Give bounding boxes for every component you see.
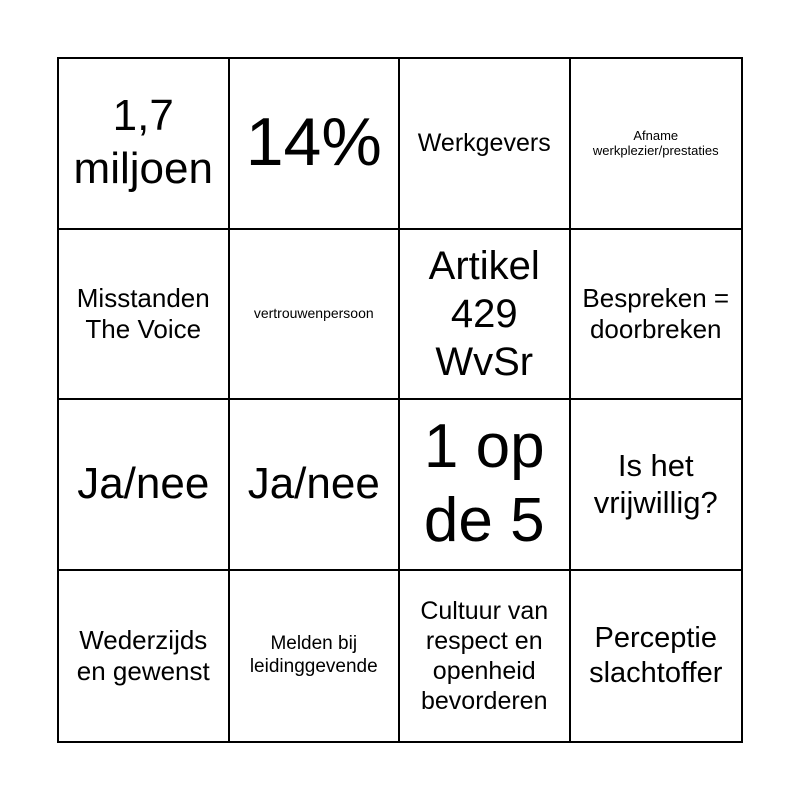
bingo-cell[interactable]: [59, 571, 230, 742]
cell-text: Werkgevers: [417, 129, 551, 158]
bingo-cell[interactable]: [571, 400, 742, 571]
bingo-cell[interactable]: [59, 59, 230, 230]
cell-text: 1 op de 5: [423, 411, 545, 556]
cell-text: Afname werkplezier/prestaties: [592, 127, 719, 159]
cell-text: Misstanden The Voice: [76, 282, 210, 344]
bingo-cell[interactable]: [571, 59, 742, 230]
cell-text: Ja/nee: [77, 458, 210, 508]
bingo-cell[interactable]: [400, 571, 571, 742]
bingo-cell[interactable]: [571, 571, 742, 742]
cell-text: Bespreken = doorbreken: [582, 282, 730, 344]
cell-text: vertrouwenpersoon: [253, 305, 374, 322]
cell-text: Melden bij leidinggevende: [249, 632, 378, 677]
bingo-board: [57, 57, 743, 743]
bingo-cell[interactable]: [59, 230, 230, 401]
cell-text: Ja/nee: [247, 458, 380, 508]
bingo-cell[interactable]: [400, 400, 571, 571]
cell-text: Wederzijds en gewenst: [76, 624, 210, 686]
cell-text: Cultuur van respect en openheid bevorderen: [420, 596, 549, 715]
bingo-cell[interactable]: [400, 230, 571, 401]
bingo-cell[interactable]: [230, 571, 401, 742]
bingo-cell[interactable]: [59, 400, 230, 571]
bingo-cell[interactable]: [400, 59, 571, 230]
bingo-cell[interactable]: [230, 400, 401, 571]
cell-text: 1,7 miljoen: [73, 91, 213, 194]
cell-text: Is het vrijwillig?: [593, 448, 718, 521]
cell-text: Artikel 429 WvSr: [428, 243, 540, 384]
cell-text: 14%: [245, 104, 382, 181]
cell-text: Perceptie slachtoffer: [589, 621, 723, 689]
bingo-cell[interactable]: [230, 230, 401, 401]
bingo-cell[interactable]: [571, 230, 742, 401]
bingo-cell[interactable]: [230, 59, 401, 230]
